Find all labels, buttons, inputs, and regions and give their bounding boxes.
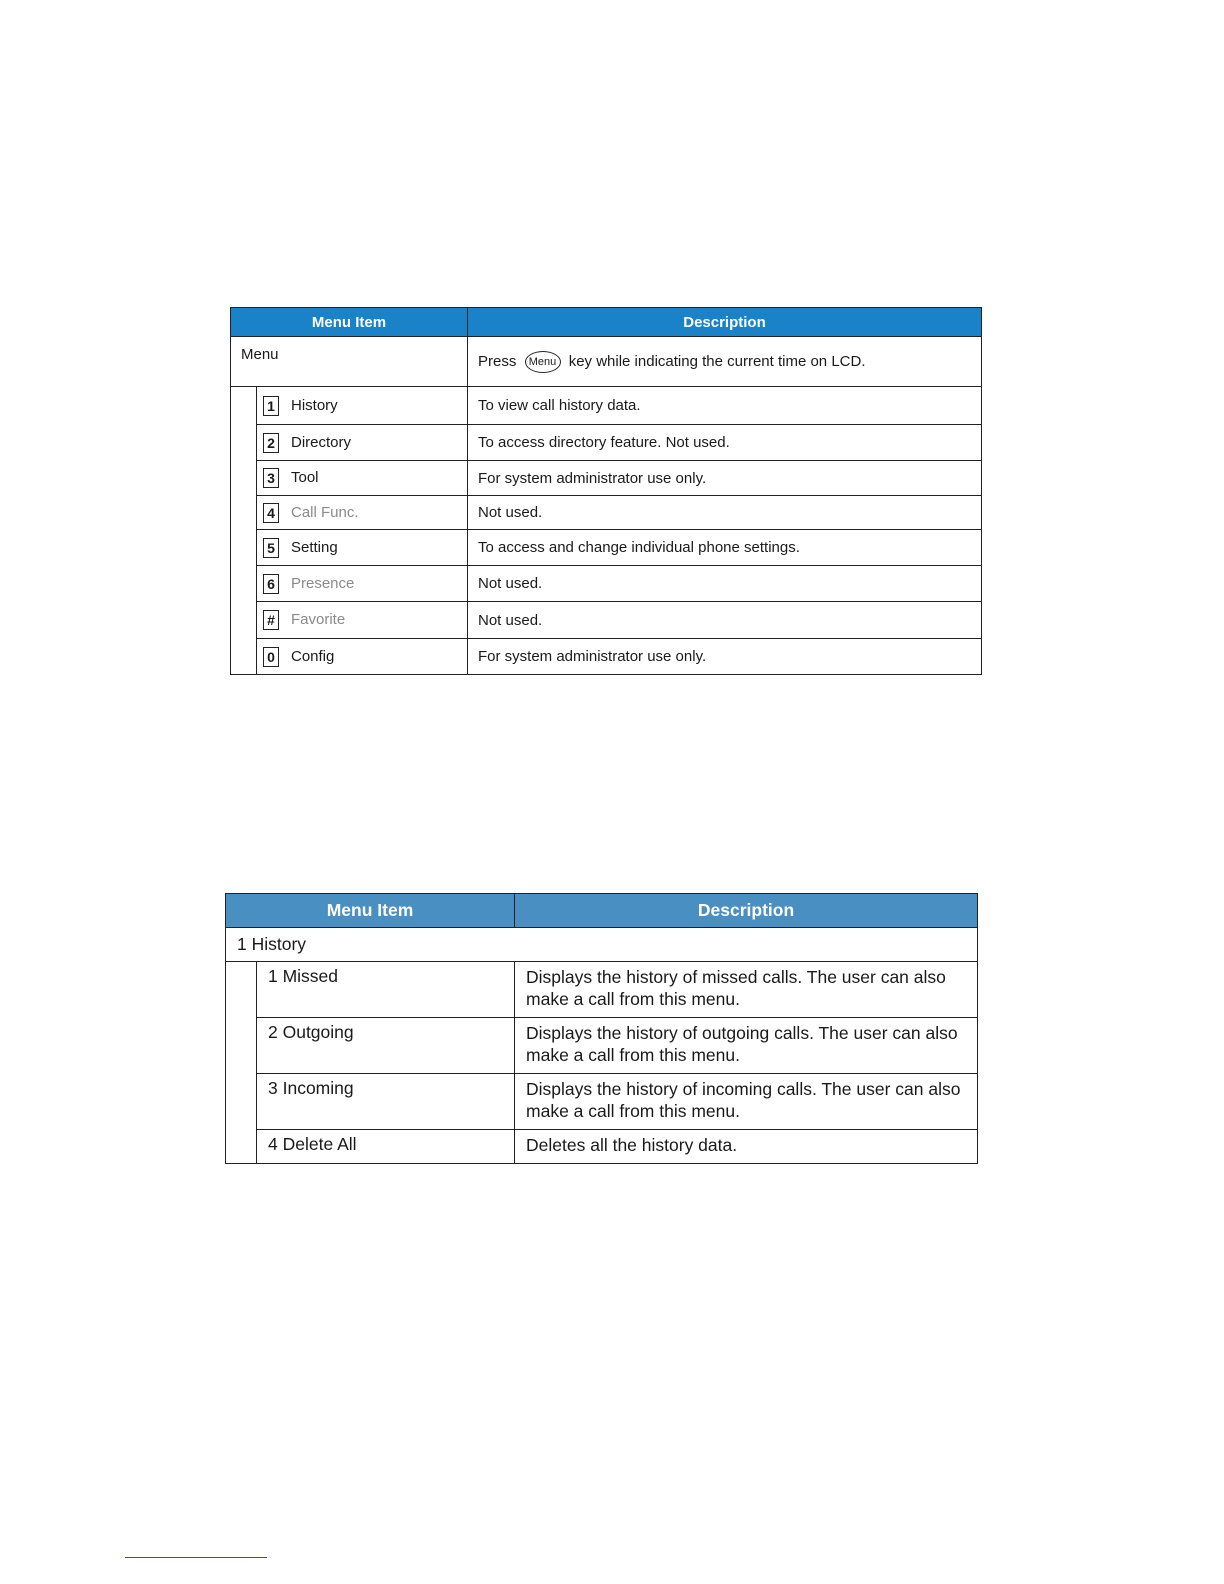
key-6-icon: 6 (263, 574, 279, 594)
table-row (231, 387, 982, 425)
item-label: Presence (291, 574, 355, 592)
table-row (231, 602, 982, 639)
key-1-icon: 1 (263, 396, 279, 416)
table-row (226, 1130, 978, 1164)
key-4-icon: 4 (263, 503, 279, 523)
item-description: Not used. (468, 496, 982, 530)
table-row (226, 1074, 978, 1130)
item-description: Not used. (468, 566, 982, 602)
menu-item-config (257, 639, 468, 675)
indent-cell (226, 962, 257, 1164)
item-label: 4 Delete All (257, 1130, 515, 1164)
menu-desc-suffix: key while indicating the current time on LCD. (568, 352, 866, 370)
table-row (231, 496, 982, 530)
item-label: Favorite (291, 610, 346, 628)
item-label: 1 Missed (257, 962, 515, 1018)
item-label: History (291, 396, 338, 414)
menu-description (468, 337, 982, 387)
item-label: Tool (291, 468, 319, 486)
item-label: Call Func. (291, 503, 359, 521)
key-hash-icon: # (263, 610, 279, 630)
footnote-separator (125, 1557, 267, 1558)
item-description: Displays the history of missed calls. The user can also make a call from this menu. (515, 962, 978, 1018)
table-row (231, 530, 982, 566)
menu-item-header: Menu Item (231, 308, 468, 337)
item-label: Directory (291, 433, 352, 451)
item-description: Displays the history of incoming calls. The user can also make a call from this menu. (515, 1074, 978, 1130)
menu-item-favorite (257, 602, 468, 639)
main-menu-table (230, 307, 982, 675)
menu-item-call-func (257, 496, 468, 530)
table-row (231, 566, 982, 602)
history-menu-table (225, 893, 978, 1164)
item-description: For system administrator use only. (468, 461, 982, 496)
item-label: 3 Incoming (257, 1074, 515, 1130)
history-group-label: 1 History (226, 928, 978, 962)
table-row (226, 928, 978, 962)
item-label: Setting (291, 538, 338, 556)
description-header: Description (468, 308, 982, 337)
item-description: For system administrator use only. (468, 639, 982, 675)
menu-item-presence (257, 566, 468, 602)
table-row (226, 962, 978, 1018)
item-description: To view call history data. (468, 387, 982, 425)
item-label: 2 Outgoing (257, 1018, 515, 1074)
indent-cell (231, 387, 257, 675)
item-description: Deletes all the history data. (515, 1130, 978, 1164)
menu-desc-prefix: Press (478, 352, 517, 370)
table-row (231, 337, 982, 387)
key-5-icon: 5 (263, 538, 279, 558)
item-description: To access and change individual phone settings. (468, 530, 982, 566)
menu-item-setting (257, 530, 468, 566)
key-0-icon: 0 (263, 647, 279, 667)
table-row (231, 461, 982, 496)
menu-item-history (257, 387, 468, 425)
menu-label: Menu (231, 337, 468, 387)
table-row (231, 425, 982, 461)
table-row (231, 639, 982, 675)
description-header: Description (515, 894, 978, 928)
menu-item-header: Menu Item (226, 894, 515, 928)
item-description: To access directory feature. Not used. (468, 425, 982, 461)
item-description: Not used. (468, 602, 982, 639)
menu-item-tool (257, 461, 468, 496)
item-description: Displays the history of outgoing calls. The user can also make a call from this menu. (515, 1018, 978, 1074)
key-3-icon: 3 (263, 468, 279, 488)
item-label: Config (291, 647, 335, 665)
menu-key-icon: Menu (525, 351, 561, 373)
menu-item-directory (257, 425, 468, 461)
key-2-icon: 2 (263, 433, 279, 453)
table-row (226, 1018, 978, 1074)
